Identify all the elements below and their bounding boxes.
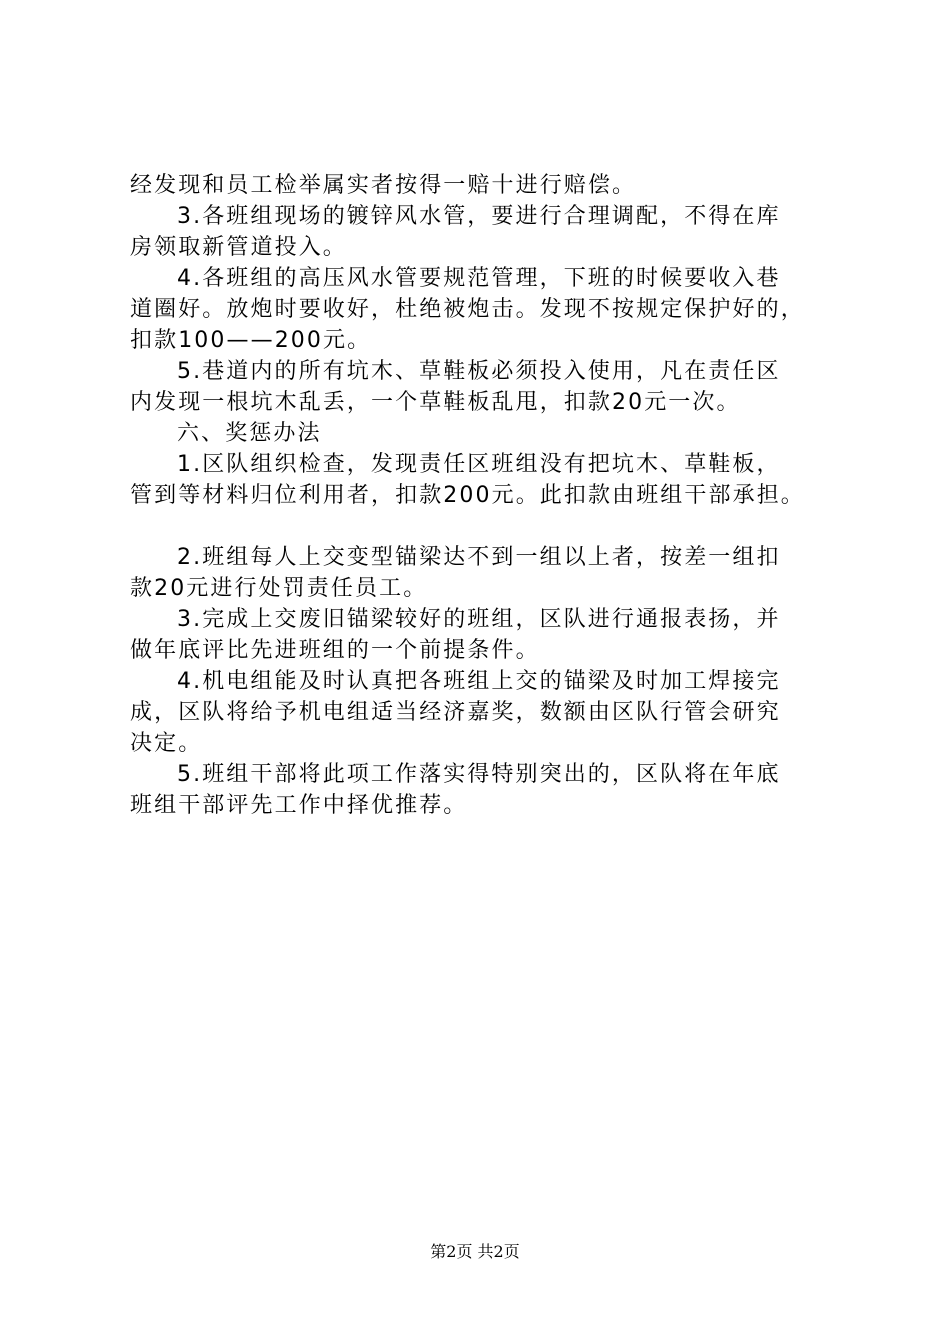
paragraph-gap <box>130 511 855 542</box>
reward-item-4-line-1: 4.机电组能及时认真把各班组上交的锚梁及时加工焊接完 <box>177 669 781 694</box>
reward-item-1-line-1: 1.区队组织检查，发现责任区班组没有把坑木、草鞋板， <box>177 452 781 477</box>
list-item-4-line-1: 4.各班组的高压风水管要规范管理，下班的时候要收入巷 <box>177 266 781 291</box>
reward-item-2-line-1: 2.班组每人上交变型锚梁达不到一组以上者，按差一组扣 <box>177 545 781 570</box>
reward-item-1-line-2: 管到等材料归位利用者，扣款200元。此扣款由班组干部承担。 <box>130 483 805 508</box>
reward-item-2-line-2: 款20元进行处罚责任员工。 <box>130 576 428 601</box>
page-number-footer: 第2页 共2页 <box>430 1242 520 1261</box>
list-item-5-line-1: 5.巷道内的所有坑木、草鞋板必须投入使用，凡在责任区 <box>177 359 781 384</box>
list-item-4-line-2: 道圈好。放炮时要收好，杜绝被炮击。发现不按规定保护好的， <box>130 297 805 322</box>
section-heading: 六、奖惩办法 <box>177 421 322 446</box>
list-item-4-line-3: 扣款100——200元。 <box>130 328 372 353</box>
list-item-3-line-1: 3.各班组现场的镀锌风水管，要进行合理调配，不得在库 <box>177 204 781 229</box>
reward-item-4-line-2: 成，区队将给予机电组适当经济嘉奖，数额由区队行管会研究 <box>130 700 781 725</box>
reward-item-5-line-1: 5.班组干部将此项工作落实得特别突出的，区队将在年底 <box>177 762 781 787</box>
reward-item-4-line-3: 决定。 <box>130 731 203 756</box>
document-body <box>130 170 855 821</box>
list-item-3-line-2: 房领取新管道投入。 <box>130 235 347 260</box>
reward-item-5-line-2: 班组干部评先工作中择优推荐。 <box>130 793 468 818</box>
text-line: 经发现和员工检举属实者按得一赔十进行赔偿。 <box>130 173 637 198</box>
reward-item-3-line-2: 做年底评比先进班组的一个前提条件。 <box>130 638 540 663</box>
list-item-5-line-2: 内发现一根坑木乱丢，一个草鞋板乱甩，扣款20元一次。 <box>130 390 741 415</box>
reward-item-3-line-1: 3.完成上交废旧锚梁较好的班组，区队进行通报表扬，并 <box>177 607 781 632</box>
